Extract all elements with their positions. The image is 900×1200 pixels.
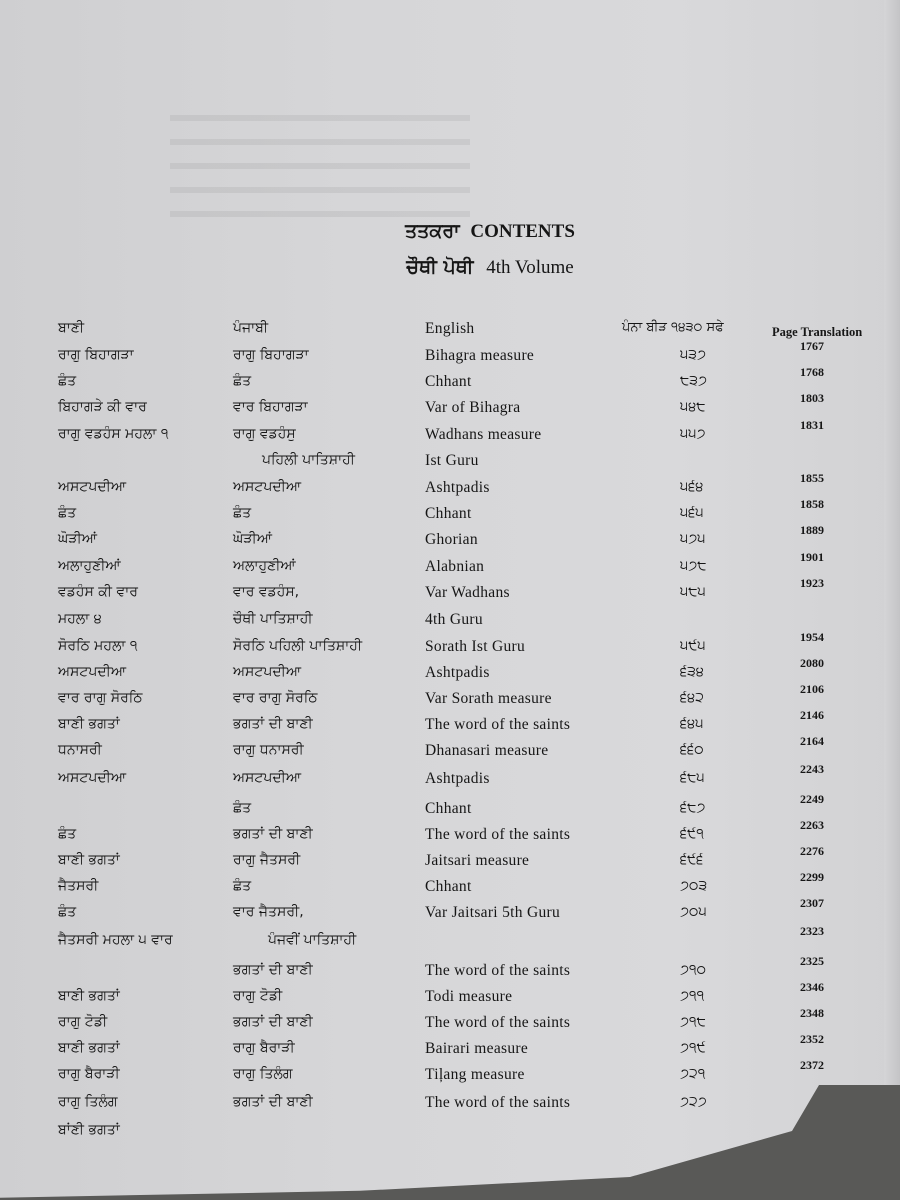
bani-cell: ਬਾਣੀ ਭਗਤਾਂ: [58, 716, 120, 732]
translation-page-cell: 2372: [800, 1058, 824, 1072]
gurmukhi-page-cell: ੫੬੫: [680, 505, 704, 521]
gurmukhi-page-cell: ੮੩੭: [680, 373, 707, 389]
volume-title: [0, 256, 900, 279]
volume-english: 4th Volume: [486, 257, 574, 278]
punjabi-cell: ਭਗਤਾਂ ਦੀ ਬਾਣੀ: [233, 1094, 313, 1110]
punjabi-cell: ਪਹਿਲੀ ਪਾਤਿਸ਼ਾਹੀ: [262, 452, 355, 468]
gurmukhi-page-cell: ੬੪੨: [680, 690, 704, 706]
gurmukhi-page-cell: ੫੬੪: [680, 479, 704, 495]
volume-punjabi: ਚੌਥੀ ਪੋਥੀ: [406, 256, 474, 278]
punjabi-cell: ਭਗਤਾਂ ਦੀ ਬਾਣੀ: [233, 716, 313, 732]
table-row: [0, 611, 900, 637]
bani-cell: ਰਾਗੁ ਬਿਹਾਗੜਾ: [58, 347, 134, 363]
punjabi-cell: ਵਾਰ ਵਡਹੰਸ,: [233, 584, 300, 600]
bani-cell: ਰਾਗੁ ਵਡਹੰਸ ਮਹਲਾ ੧: [58, 426, 169, 442]
table-row: [0, 924, 900, 958]
column-headers: [0, 320, 900, 346]
header-translation-page: Page Translation: [772, 325, 863, 339]
bani-cell: ਜੈਤਸਰੀ: [58, 878, 99, 894]
bani-cell: ਛੰਤ: [58, 826, 77, 842]
english-cell: Dhanasari measure: [425, 742, 549, 759]
punjabi-cell: ਵਾਰ ਬਿਹਾਗੜਾ: [233, 399, 308, 415]
translation-page-cell: 1803: [800, 391, 824, 405]
bani-cell: ਛੰਤ: [58, 373, 77, 389]
punjabi-cell: ਅਸਟਪਦੀਆ: [233, 770, 302, 786]
table-row: [0, 762, 900, 796]
translation-page-cell: 2307: [800, 896, 824, 910]
punjabi-cell: ਰਾਗੁ ਧਨਾਸਰੀ: [233, 742, 304, 758]
english-cell: Jaitsari measure: [425, 852, 530, 869]
gurmukhi-page-cell: ੫੮੫: [680, 584, 706, 600]
translation-page-cell: 1768: [800, 365, 824, 379]
table-row: [0, 844, 900, 878]
punjabi-cell: ਰਾਗੁ ਬੈਰਾੜੀ: [233, 1040, 295, 1056]
punjabi-cell: ਸੋਰਠਿ ਪਹਿਲੀ ਪਾਤਿਸ਼ਾਹੀ: [233, 638, 363, 654]
bani-cell: ਘੋੜੀਆਂ: [58, 531, 98, 547]
punjabi-cell: ਵਾਰ ਜੈਤਸਰੀ,: [233, 904, 304, 920]
table-row: [0, 418, 900, 452]
table-row: [0, 954, 900, 988]
table-row: [0, 630, 900, 664]
table-row: [0, 471, 900, 505]
english-cell: Tiļang measure: [425, 1066, 525, 1083]
gurmukhi-page-cell: ੫੪੮: [680, 399, 706, 415]
bani-cell: ਵਾਰ ਰਾਗੁ ਸੋਰਠਿ: [58, 690, 143, 706]
header-bani: ਬਾਣੀ: [58, 320, 85, 336]
english-cell: The word of the saints: [425, 826, 571, 843]
gurmukhi-page-cell: ੭੨੭: [680, 1094, 707, 1110]
punjabi-cell: ਰਾਗੁ ਬਿਹਾਗੜਾ: [233, 347, 309, 363]
table-row: [0, 896, 900, 930]
bleed-through-text: [170, 115, 470, 235]
punjabi-cell: ਅਸਟਪਦੀਆ: [233, 664, 302, 680]
title-punjabi: ਤਤਕਰਾ: [405, 220, 460, 242]
punjabi-cell: ਛੰਤ: [233, 800, 252, 816]
translation-page-cell: 2276: [800, 844, 824, 858]
header-punjabi: ਪੰਜਾਬੀ: [233, 320, 269, 336]
punjabi-cell: ਰਾਗੁ ਵਡਹੰਸੁ: [233, 426, 296, 442]
translation-page-cell: 1831: [800, 418, 824, 432]
punjabi-cell: ਚੌਥੀ ਪਾਤਿਸ਼ਾਹੀ: [233, 611, 313, 627]
translation-page-cell: 2299: [800, 870, 824, 884]
punjabi-cell: ਭਗਤਾਂ ਦੀ ਬਾਣੀ: [233, 962, 313, 978]
bani-cell: ਅਲਾਹੁਣੀਆਂ: [58, 558, 121, 574]
gurmukhi-page-cell: ੬੩੪: [680, 664, 704, 680]
bani-cell: ਮਹਲਾ ੪: [58, 611, 102, 627]
gurmukhi-page-cell: ੭੧੯: [680, 1040, 706, 1056]
gurmukhi-page-cell: ੬੬੦: [680, 742, 704, 758]
translation-page-cell: 2080: [800, 656, 824, 670]
punjabi-cell: ਅਸਟਪਦੀਆ: [233, 479, 302, 495]
punjabi-cell: ਵਾਰ ਰਾਗੁ ਸੋਰਠਿ: [233, 690, 318, 706]
english-cell: 4th Guru: [425, 611, 483, 628]
table-row: [0, 391, 900, 425]
translation-page-cell: 2263: [800, 818, 824, 832]
gurmukhi-page-cell: ੬੮੭: [680, 800, 706, 816]
english-cell: The word of the saints: [425, 1094, 571, 1111]
english-cell: Chhant: [425, 800, 472, 817]
table-row: [0, 656, 900, 690]
bani-cell: ਜੈਤਸਰੀ ਮਹਲਾ ੫ ਵਾਰ: [58, 932, 173, 948]
english-cell: Ghorian: [425, 531, 478, 548]
bani-cell: ਛੰਤ: [58, 505, 77, 521]
gurmukhi-page-cell: ੫੩੭: [680, 347, 706, 363]
punjabi-cell: ਰਾਗੁ ਟੋਡੀ: [233, 988, 283, 1004]
header-gurmukhi-page: ਪੰਨਾ ਬੀੜ ੧੪੩੦ ਸਫੇ: [622, 320, 724, 335]
english-cell: Bihagra measure: [425, 347, 535, 364]
english-cell: Ist Guru: [425, 452, 479, 469]
table-row: [0, 1032, 900, 1066]
bani-cell: ਬਾਣੀ ਭਗਤਾਂ: [58, 852, 120, 868]
punjabi-cell: ਛੰਤ: [233, 373, 252, 389]
translation-page-cell: 1767: [800, 339, 824, 353]
bani-cell: ਰਾਗੁ ਬੈਰਾੜੀ: [58, 1066, 120, 1082]
punjabi-cell: ਛੰਤ: [233, 878, 252, 894]
table-row: [0, 550, 900, 584]
bani-cell: ਧਨਾਸਰੀ: [58, 742, 102, 758]
gurmukhi-page-cell: ੫੫੭: [680, 426, 706, 442]
english-cell: Var Jaitsari 5th Guru: [425, 904, 561, 921]
english-cell: Chhant: [425, 373, 472, 390]
contents-title: [0, 220, 900, 243]
bani-cell: ਰਾਗੁ ਤਿਲੰਗ: [58, 1094, 118, 1110]
translation-page-cell: 2323: [800, 924, 824, 938]
punjabi-cell: ਭਗਤਾਂ ਦੀ ਬਾਣੀ: [233, 1014, 313, 1030]
bani-cell: ਬਾਣੀ ਭਗਤਾਂ: [58, 1040, 120, 1056]
punjabi-cell: ਪੰਜਵੀਂ ਪਾਤਿਸ਼ਾਹੀ: [268, 932, 357, 948]
punjabi-cell: ਘੋੜੀਆਂ: [233, 531, 273, 547]
table-row: [0, 497, 900, 531]
translation-page-cell: 2146: [800, 708, 824, 722]
translation-page-cell: 1889: [800, 523, 824, 537]
gurmukhi-page-cell: ੭੧੮: [680, 1014, 706, 1030]
english-cell: Chhant: [425, 505, 472, 522]
gurmukhi-page-cell: ੫੭੮: [680, 558, 707, 574]
table-row: [0, 339, 900, 373]
bani-cell: ਅਸਟਪਦੀਆ: [58, 770, 127, 786]
table-row: [0, 734, 900, 768]
table-row: [0, 576, 900, 610]
bani-cell: ਬਾਣੀ ਭਗਤਾਂ: [58, 988, 120, 1004]
gurmukhi-page-cell: ੭੦੩: [680, 878, 708, 894]
english-cell: Ashtpadis: [425, 664, 490, 681]
table-row: [0, 1094, 900, 1120]
table-row: [0, 365, 900, 399]
english-cell: Sorath Ist Guru: [425, 638, 526, 655]
translation-page-cell: 2325: [800, 954, 824, 968]
translation-page-cell: 1901: [800, 550, 824, 564]
gurmukhi-page-cell: ੫੯੫: [680, 638, 706, 654]
header-english: English: [425, 320, 475, 337]
punjabi-cell: ਛੰਤ: [233, 505, 252, 521]
translation-page-cell: 2346: [800, 980, 824, 994]
english-cell: Var Wadhans: [425, 584, 510, 601]
english-cell: Var Sorath measure: [425, 690, 552, 707]
table-row: [0, 870, 900, 904]
bani-cell: ਬਿਹਾਗੜੇ ਕੀ ਵਾਰ: [58, 399, 147, 415]
gurmukhi-page-cell: ੭੦੫: [680, 904, 707, 920]
english-cell: Ashtpadis: [425, 479, 490, 496]
punjabi-cell: ਅਲਾਹੁਣੀਆਂ: [233, 558, 296, 574]
english-cell: Var of Bihagra: [425, 399, 521, 416]
bani-cell: ਵਡਹੰਸ ਕੀ ਵਾਰ: [58, 584, 138, 600]
english-cell: Alabnian: [425, 558, 485, 575]
gurmukhi-page-cell: ੬੪੫: [680, 716, 704, 732]
translation-page-cell: 2249: [800, 792, 824, 806]
bani-cell: ਰਾਗੁ ਟੋਡੀ: [58, 1014, 108, 1030]
translation-page-cell: 1858: [800, 497, 824, 511]
table-row: [0, 708, 900, 742]
bani-cell: ਅਸਟਪਦੀਆ: [58, 479, 127, 495]
translation-page-cell: 1954: [800, 630, 824, 644]
gurmukhi-page-cell: ੫੭੫: [680, 531, 706, 547]
bani-cell: ਸੋਰਠਿ ਮਹਲਾ ੧: [58, 638, 138, 654]
bani-cell: ਅਸਟਪਦੀਆ: [58, 664, 127, 680]
english-cell: The word of the saints: [425, 962, 571, 979]
table-row: [0, 682, 900, 716]
punjabi-cell: ਭਗਤਾਂ ਦੀ ਬਾਣੀ: [233, 826, 313, 842]
translation-page-cell: 2106: [800, 682, 824, 696]
translation-page-cell: 2352: [800, 1032, 824, 1046]
punjabi-cell: ਰਾਗੁ ਤਿਲੰਗ: [233, 1066, 293, 1082]
english-cell: Todi measure: [425, 988, 513, 1005]
translation-page-cell: 1923: [800, 576, 824, 590]
english-cell: Wadhans measure: [425, 426, 542, 443]
table-row: [0, 452, 900, 478]
table-row: [0, 523, 900, 557]
table-row: [0, 1058, 900, 1092]
bani-cell: ਛੰਤ: [58, 904, 77, 920]
english-cell: Ashtpadis: [425, 770, 490, 787]
gurmukhi-page-cell: ੬੯੬: [680, 852, 704, 868]
gurmukhi-page-cell: ੭੨੧: [680, 1066, 706, 1082]
table-row: [0, 1006, 900, 1040]
table-row: [0, 792, 900, 826]
table-row: [0, 980, 900, 1014]
english-cell: The word of the saints: [425, 1014, 571, 1031]
translation-page-cell: 2348: [800, 1006, 824, 1020]
title-english: CONTENTS: [470, 221, 575, 242]
gurmukhi-page-cell: ੭੧੧: [680, 988, 705, 1004]
english-cell: Bairari measure: [425, 1040, 529, 1057]
bani-cell: ਬਾਂਣੀ ਭਗਤਾਂ: [58, 1122, 120, 1138]
translation-page-cell: 2164: [800, 734, 824, 748]
gurmukhi-page-cell: ੬੮੫: [680, 770, 705, 786]
english-cell: The word of the saints: [425, 716, 571, 733]
english-cell: Chhant: [425, 878, 472, 895]
translation-page-cell: 1855: [800, 471, 824, 485]
gurmukhi-page-cell: ੭੧੦: [680, 962, 707, 978]
gurmukhi-page-cell: ੬੯੧: [680, 826, 704, 842]
translation-page-cell: 2243: [800, 762, 824, 776]
punjabi-cell: ਰਾਗੁ ਜੈਤਸਰੀ: [233, 852, 301, 868]
table-row: [0, 818, 900, 852]
